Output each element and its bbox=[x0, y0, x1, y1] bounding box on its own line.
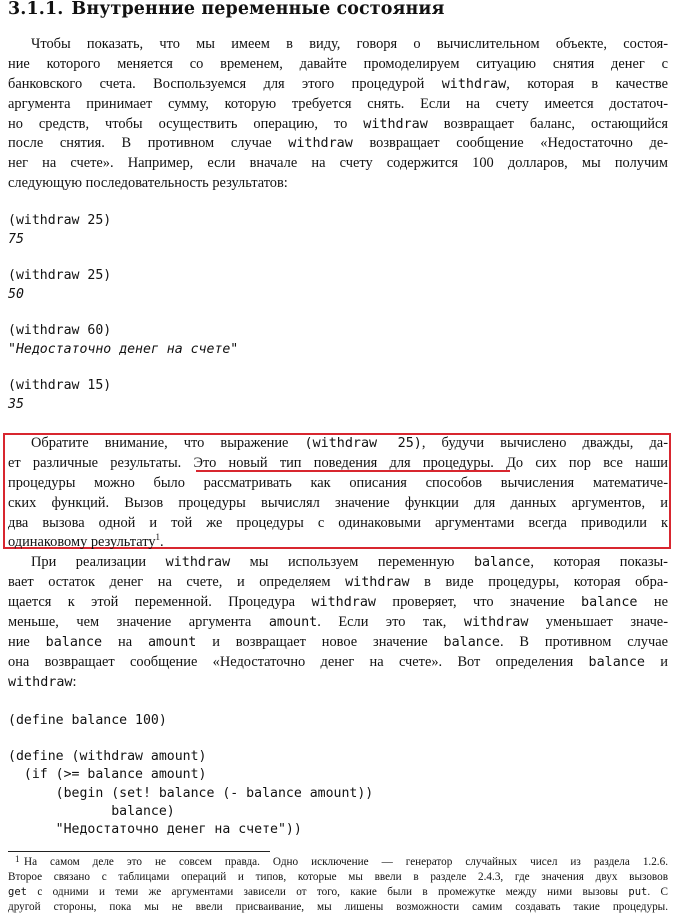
code-line: (begin (set! balance (- balance amount)) bbox=[8, 786, 374, 801]
text-line: она возвращает сообщение «Недостаточно денег на счете». Вот определения balance и bbox=[8, 654, 668, 670]
text-line: ет различные результаты. Это новый тип поведения для процедуры. До сих пор все наши bbox=[8, 455, 668, 471]
footnote-line: другой стороны, пока мы не ввели присваивание, мы лишены возможности самим создавать такие процедуры. bbox=[8, 901, 668, 913]
text-line: ние balance на amount и возвращает новое значение balance. В противном случае bbox=[8, 634, 668, 650]
code-inline: withdraw bbox=[441, 77, 507, 92]
text-line: щается к этой переменной. Процедура withdraw проверяет, что значение balance не bbox=[8, 594, 669, 610]
code-result: "Недостаточно денег на счете" bbox=[8, 342, 239, 357]
code-result: 50 bbox=[8, 287, 24, 302]
code-result: 35 bbox=[8, 397, 24, 412]
text-line: меньше, чем значение аргумента amount. Если это так, withdraw уменьшает значе- bbox=[8, 614, 668, 630]
code-line: "Недостаточно денег на счете")) bbox=[8, 822, 302, 837]
code-call: (withdraw 60) bbox=[8, 323, 112, 338]
code-line: (define (withdraw amount) bbox=[8, 749, 207, 764]
code-result: 75 bbox=[8, 232, 24, 247]
code-inline: withdraw bbox=[288, 136, 353, 151]
code-line: balance) bbox=[8, 804, 175, 819]
section-number: 3.1.1. bbox=[8, 0, 64, 19]
text-line: после снятия. В противном случае withdraw возвращает сообщение «Недостаточно де- bbox=[8, 135, 669, 151]
code-call: (withdraw 25) bbox=[8, 268, 112, 283]
text-line: ских функций. Вызов процедуры вычислял значение функции для данных аргументов, и bbox=[8, 495, 668, 511]
code-call: (withdraw 25) bbox=[8, 213, 112, 228]
text-line: withdraw: bbox=[8, 674, 77, 690]
code-inline: withdraw bbox=[363, 117, 428, 132]
text-line: Чтобы показать, что мы имеем в виду, говоря о вычислительном объекте, состоя- bbox=[31, 36, 668, 52]
footnote-rule bbox=[8, 851, 270, 852]
footnote-ref: 1 bbox=[155, 532, 161, 543]
code-inline: (withdraw 25) bbox=[304, 436, 422, 451]
underlined-phrase: Это новый тип поведения для процедуры. bbox=[193, 455, 494, 471]
text-line: При реализации withdraw мы используем переменную balance, которая показы- bbox=[31, 554, 668, 570]
text-line: банковского счета. Воспользуемся для этого процедурой withdraw, которая в качестве bbox=[8, 76, 668, 92]
text-line: следующую последовательность результатов: bbox=[8, 175, 288, 191]
text-line: нег на счете». Например, если вначале на счету содержится 100 долларов, мы получим bbox=[8, 155, 668, 171]
footnote-line: 1 На самом деле это не совсем правда. Одно исключение — генератор случайных чисел из раздела 1.2.6. bbox=[15, 854, 668, 868]
footnote-line: get с одними и теми же аргументами зависели от того, какие были в промежутке между ними вызовы put. С bbox=[8, 886, 668, 898]
text-line: ние которого меняется со временем, давайте промоделируем ситуацию снятия денег с bbox=[8, 56, 668, 72]
text-line: аргумента принимает сумму, которую требуется снять. Если на счету имеется достаточ- bbox=[8, 96, 668, 112]
footnote-line: Второе связано с таблицами операций и типов, которые мы ввели в разделе 2.4.3, где значения двух вызовов bbox=[8, 871, 668, 883]
code-call: (withdraw 15) bbox=[8, 378, 112, 393]
text-line: но средств, чтобы осуществить операцию, то withdraw возвращает баланс, остающийся bbox=[8, 116, 668, 132]
section-title: Внутренние переменные состояния bbox=[71, 0, 445, 19]
code-line: (if (>= balance amount) bbox=[8, 767, 207, 782]
text-line: вает остаток денег на счете, и определяем withdraw в виде процедуры, которая обра- bbox=[8, 574, 668, 590]
text-line: одинаковому результату$^1$. bbox=[8, 532, 164, 550]
text-line: два вызова одной и той же процедуры с одинаковыми аргументами всегда приводили к bbox=[8, 515, 668, 531]
text-line: процедуры можно было рассматривать как описания способов вычисления математиче- bbox=[8, 475, 668, 491]
section-heading bbox=[8, 0, 445, 19]
code-line: (define balance 100) bbox=[8, 713, 167, 728]
text-line: Обратите внимание, что выражение (withdraw 25), будучи вычислено дважды, да- bbox=[31, 435, 668, 451]
